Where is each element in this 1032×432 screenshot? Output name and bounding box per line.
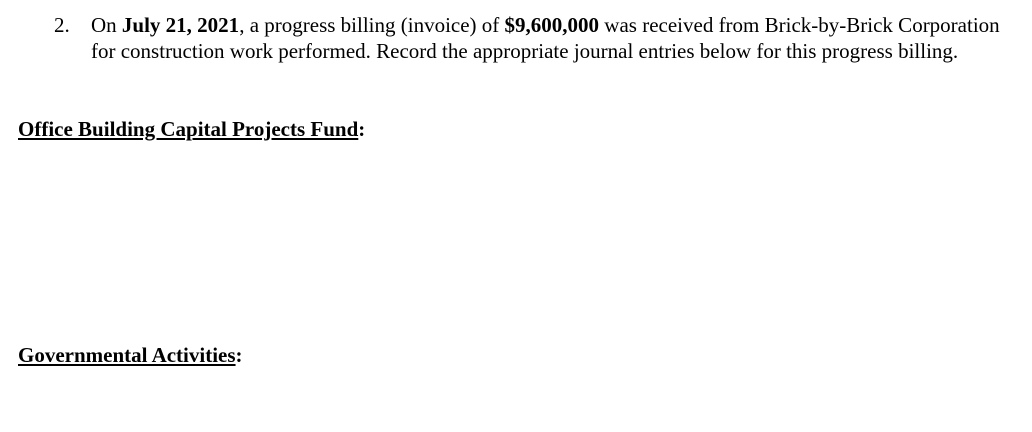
question-text-end: was received from Brick-by-Brick Corporation for construction work performed. Record the appropriate journal entries below for this progress billing.: [91, 13, 1000, 63]
heading-capital-projects-fund: [18, 116, 365, 142]
governmental-activities-answer-area[interactable]: [18, 372, 1008, 428]
question-text-intro: On: [91, 13, 122, 37]
question-2: [54, 12, 1014, 64]
heading-governmental-activities: [18, 342, 243, 368]
capital-projects-fund-answer-area[interactable]: [18, 146, 1008, 334]
heading-colon: :: [235, 343, 243, 367]
heading-governmental-activities-label: Governmental Activities: [18, 343, 236, 367]
question-amount: $9,600,000: [504, 13, 600, 37]
question-number: 2.: [54, 13, 70, 37]
question-text: [91, 12, 1014, 64]
question-text-middle: , a progress billing (invoice) of: [239, 13, 505, 37]
question-date: July 21, 2021: [121, 13, 240, 37]
heading-capital-projects-fund-label: Office Building Capital Projects Fund: [18, 117, 359, 141]
heading-colon: :: [358, 117, 366, 141]
